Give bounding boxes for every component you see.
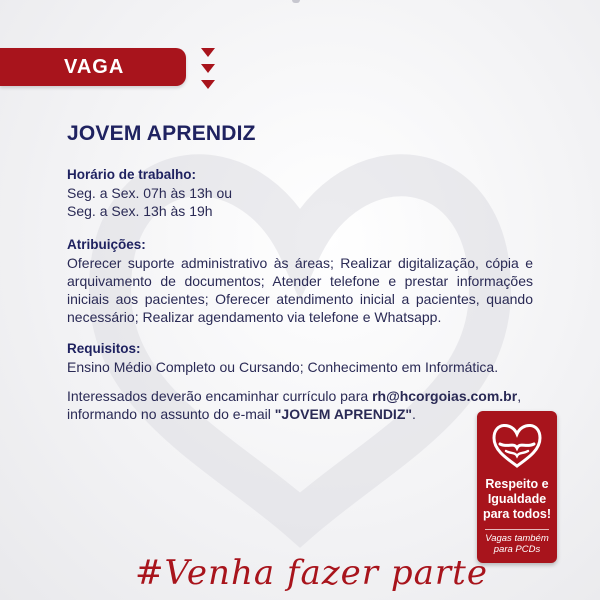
contact-line2-prefix: informando no assunto do e-mail [67, 406, 275, 422]
badge-divider [485, 529, 549, 530]
schedule-line-2: Seg. a Sex. 13h às 19h [67, 203, 213, 219]
badge-main-text: Respeito e Igualdade para todos! [482, 477, 552, 521]
heart-embrace-icon [486, 418, 548, 470]
badge-sub-text: Vagas também para PCDs [485, 533, 549, 555]
requirements-section [67, 340, 533, 376]
schedule-line-1: Seg. a Sex. 07h às 13h ou [67, 185, 233, 201]
contact-section [67, 387, 533, 423]
duties-text: Oferecer suporte administrativo às áreas; Realizar digitalização, cópia e arquivamento de documentos; Atender telefone e prestar informações iniciais aos pacientes; Oferecer atendimento inicial a pacientes, quando necessário; Realizar agendamento via telefone e Whatsapp. [67, 255, 533, 325]
schedule-heading: Horário de trabalho: [67, 167, 197, 182]
requirements-text: Ensino Médio Completo ou Cursando; Conhecimento em Informática. [67, 359, 499, 375]
contact-suffix: , [517, 388, 522, 404]
banner-label: VAGA [64, 55, 125, 78]
duties-heading: Atribuições: [67, 237, 146, 252]
duties-section [67, 236, 533, 326]
contact-email[interactable]: rh@hcorgoias.com.br [372, 388, 518, 404]
equality-badge [477, 411, 557, 563]
schedule-section [67, 166, 533, 220]
contact-line2-suffix: . [412, 406, 416, 422]
contact-subject: "JOVEM APRENDIZ" [274, 406, 413, 422]
footer-hashtag: #Venha fazer parte [135, 553, 488, 593]
chevron-down-icon [200, 47, 216, 91]
top-tick [292, 0, 300, 3]
job-title: JOVEM APRENDIZ [67, 122, 256, 145]
contact-prefix: Interessados deverão encaminhar currículo para [67, 388, 373, 404]
requirements-heading: Requisitos: [67, 341, 141, 356]
vaga-banner [0, 48, 186, 86]
